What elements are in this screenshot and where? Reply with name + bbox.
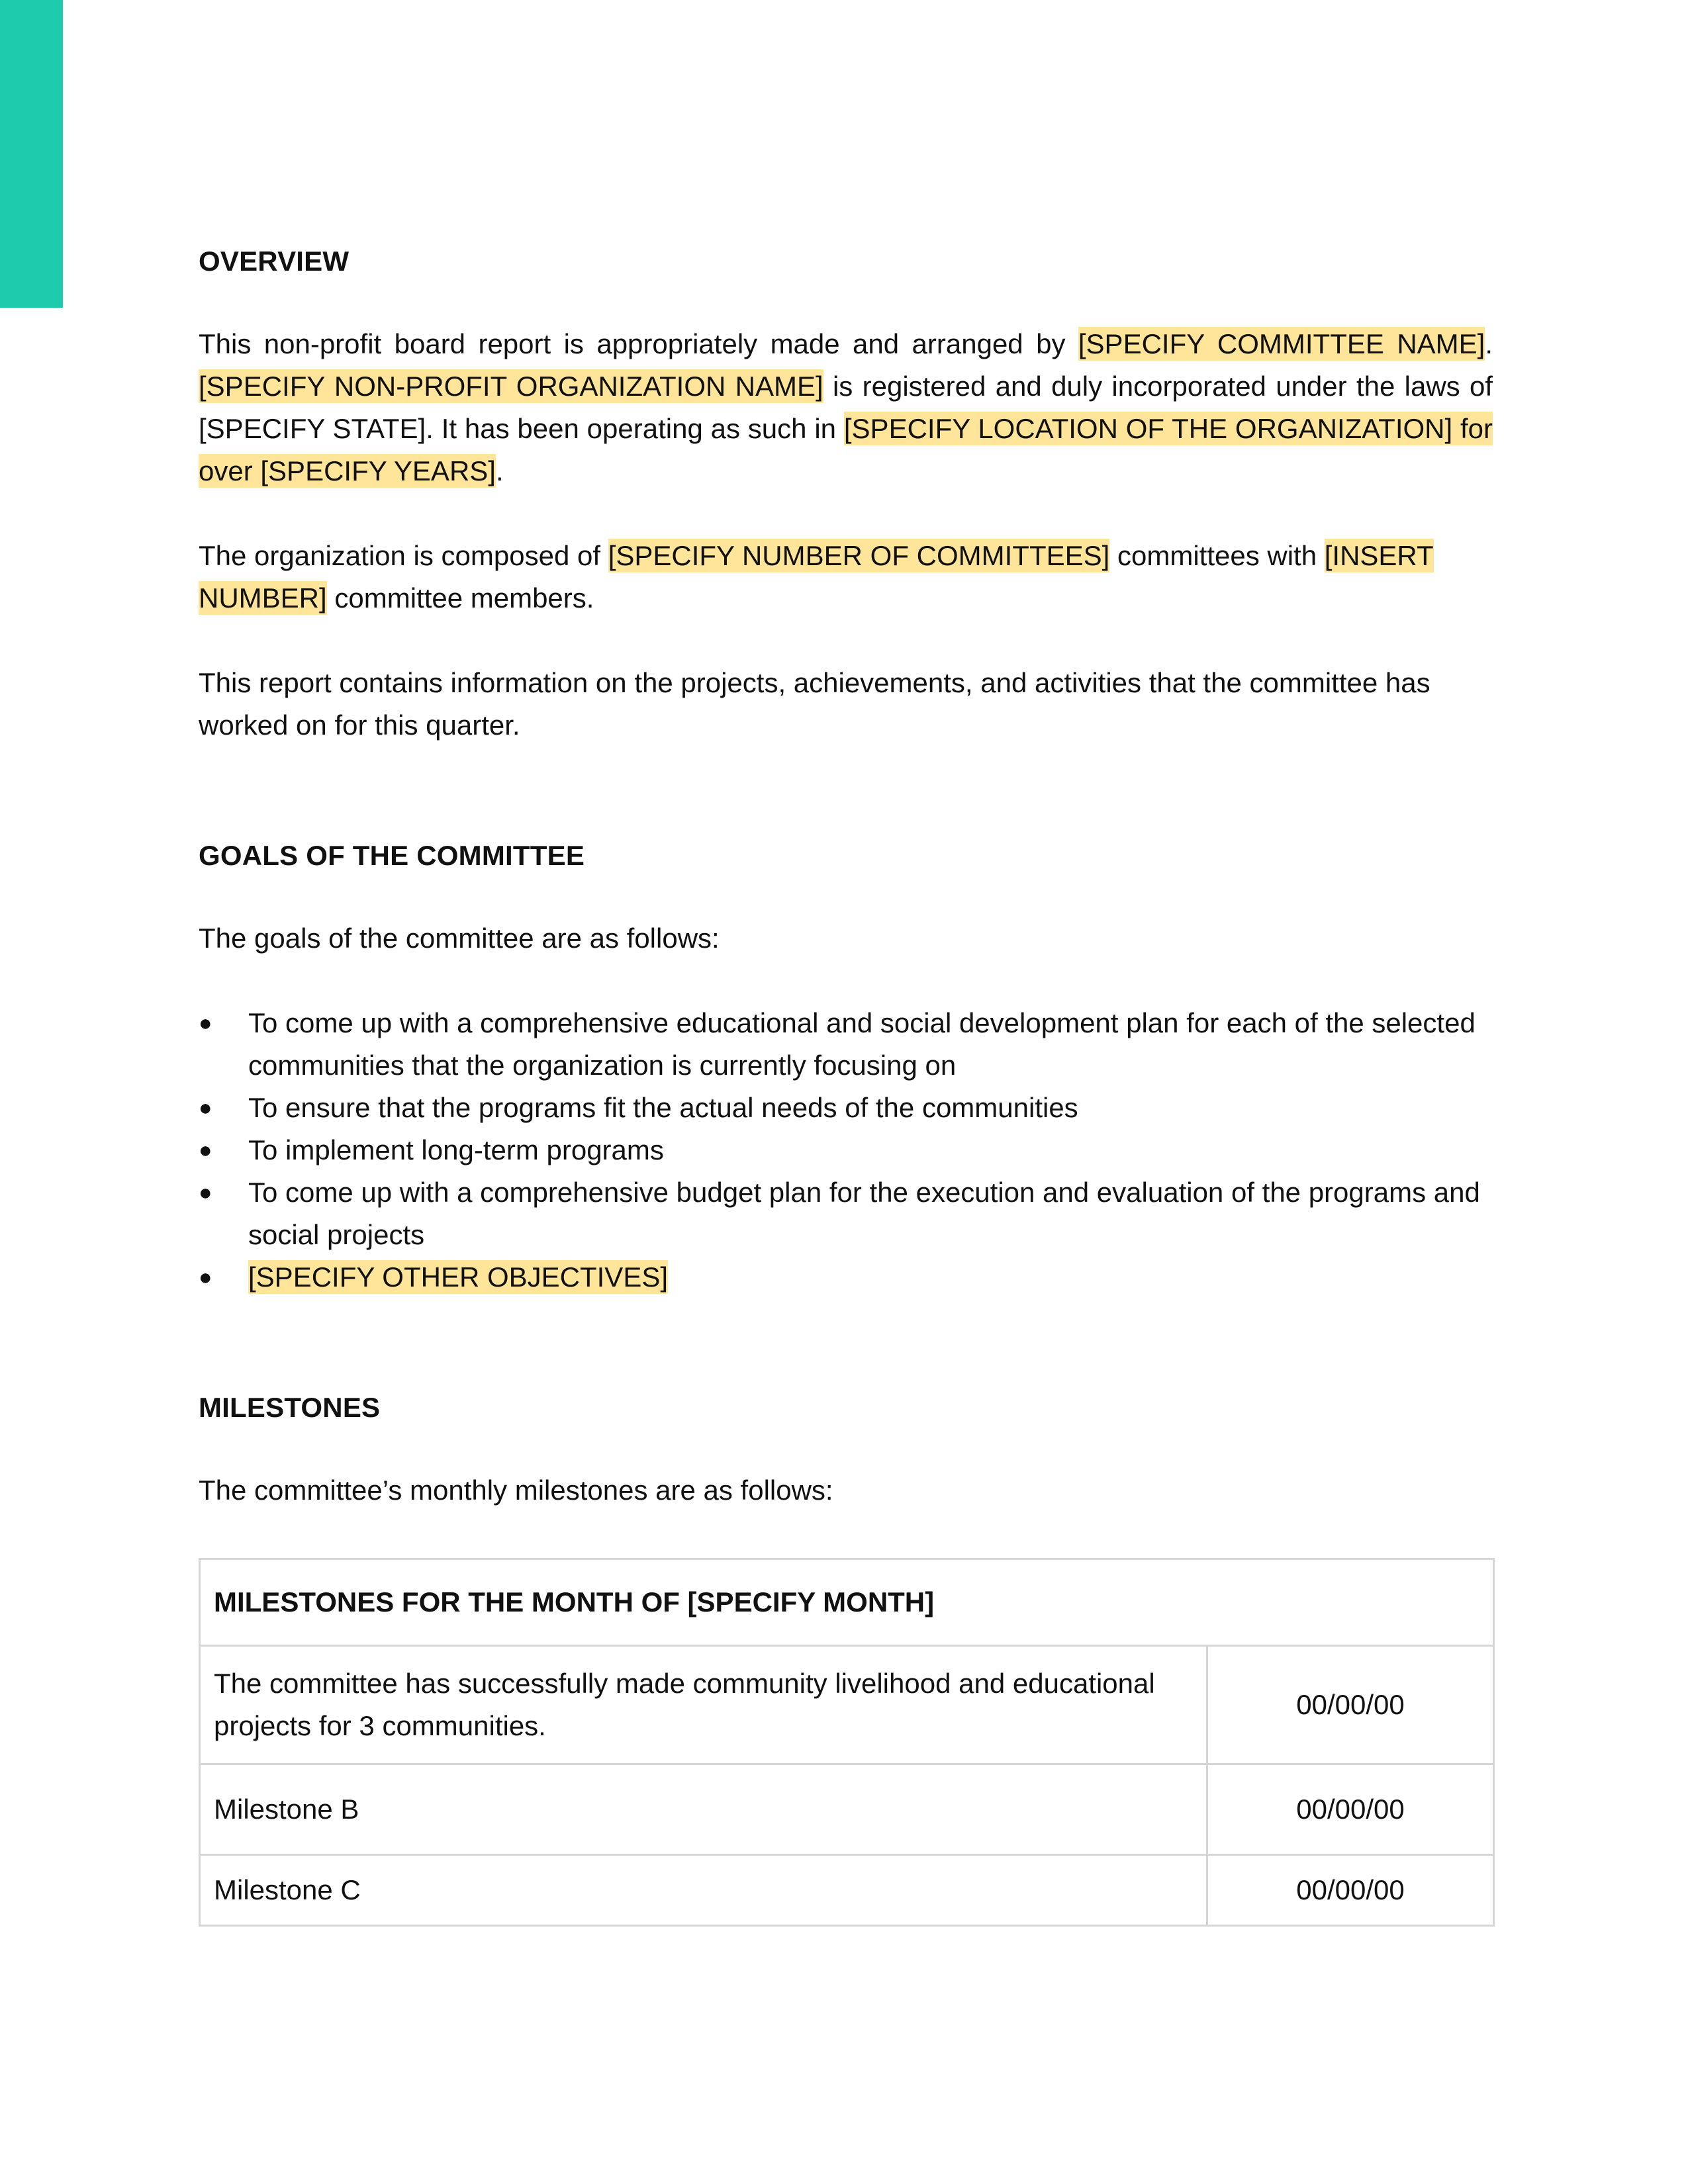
- overview-p2-text-3: committee members.: [326, 582, 594, 614]
- overview-paragraph-3: This report contains information on the projects, achievements, and activities that the committee has worked on for this quarter.: [199, 667, 1430, 741]
- milestone-text: The committee has successfully made community livelihood and educational projects for 3 communities.: [200, 1646, 1207, 1764]
- overview-p1-text-1: This non-profit board report is appropriately made and arranged by: [199, 328, 1078, 359]
- bullet-icon: ●: [199, 1138, 212, 1163]
- goal-text: To come up with a comprehensive budget plan for the execution and evaluation of the programs and social projects: [248, 1177, 1480, 1250]
- goal-text: To implement long-term programs: [248, 1134, 664, 1165]
- table-header: MILESTONES FOR THE MONTH OF [SPECIFY MONTH]: [200, 1559, 1494, 1646]
- goal-item: [199, 1129, 1493, 1171]
- overview-p2-text-1: The organization is composed of: [199, 540, 608, 571]
- other-objectives-placeholder: [SPECIFY OTHER OBJECTIVES]: [248, 1261, 669, 1293]
- bullet-icon: ●: [199, 1095, 212, 1120]
- bullet-icon: ●: [199, 1180, 212, 1205]
- goal-item: [199, 1171, 1493, 1256]
- goal-item: [199, 1256, 1493, 1298]
- overview-p1-text-2: .: [1485, 328, 1493, 359]
- overview-heading: OVERVIEW: [199, 246, 350, 277]
- overview-p1-text-4: .: [495, 455, 504, 486]
- milestones-heading: MILESTONES: [199, 1392, 381, 1423]
- milestones-intro: The committee’s monthly milestones are as follows:: [199, 1475, 833, 1506]
- overview-p1-text-3: is registered and duly incorporated under the laws of [SPECIFY STATE]. It has been operating as such in: [199, 371, 1493, 444]
- table-row: [200, 1646, 1494, 1764]
- goal-text: To come up with a comprehensive educational and social development plan for each of the selected communities that the organization is currently focusing on: [248, 1007, 1476, 1081]
- table-header-row: [200, 1559, 1494, 1646]
- members-count-placeholder: [INSERT NUMBER]: [199, 540, 1434, 614]
- overview-p2-text-2: committees with: [1109, 540, 1325, 571]
- overview-paragraph-2: [199, 535, 1493, 619]
- milestone-text: Milestone C: [200, 1855, 1207, 1926]
- goal-text: To ensure that the programs fit the actual needs of the communities: [248, 1092, 1078, 1123]
- accent-bar: [0, 0, 63, 308]
- milestones-table: [199, 1558, 1495, 1927]
- goal-item: [199, 1002, 1493, 1087]
- overview-paragraph-1: [199, 323, 1493, 492]
- milestone-date: 00/00/00: [1207, 1764, 1494, 1855]
- committees-count-placeholder: [SPECIFY NUMBER OF COMMITTEES]: [608, 540, 1110, 571]
- goals-intro: The goals of the committee are as follows:: [199, 923, 720, 954]
- table-row: [200, 1855, 1494, 1926]
- organization-name-placeholder: [SPECIFY NON-PROFIT ORGANIZATION NAME]: [199, 371, 823, 402]
- milestone-date: 00/00/00: [1207, 1646, 1494, 1764]
- bullet-icon: ●: [199, 1265, 212, 1290]
- milestone-date: 00/00/00: [1207, 1855, 1494, 1926]
- table-row: [200, 1764, 1494, 1855]
- goals-heading: GOALS OF THE COMMITTEE: [199, 840, 585, 871]
- location-years-placeholder: [SPECIFY LOCATION OF THE ORGANIZATION] for over [SPECIFY YEARS]: [199, 413, 1493, 486]
- committee-name-placeholder: [SPECIFY COMMITTEE NAME]: [1078, 328, 1485, 359]
- bullet-icon: ●: [199, 1011, 212, 1036]
- document-body: [199, 238, 1493, 1927]
- goal-item: [199, 1087, 1493, 1129]
- milestone-text: Milestone B: [200, 1764, 1207, 1855]
- goals-list: [199, 1002, 1493, 1298]
